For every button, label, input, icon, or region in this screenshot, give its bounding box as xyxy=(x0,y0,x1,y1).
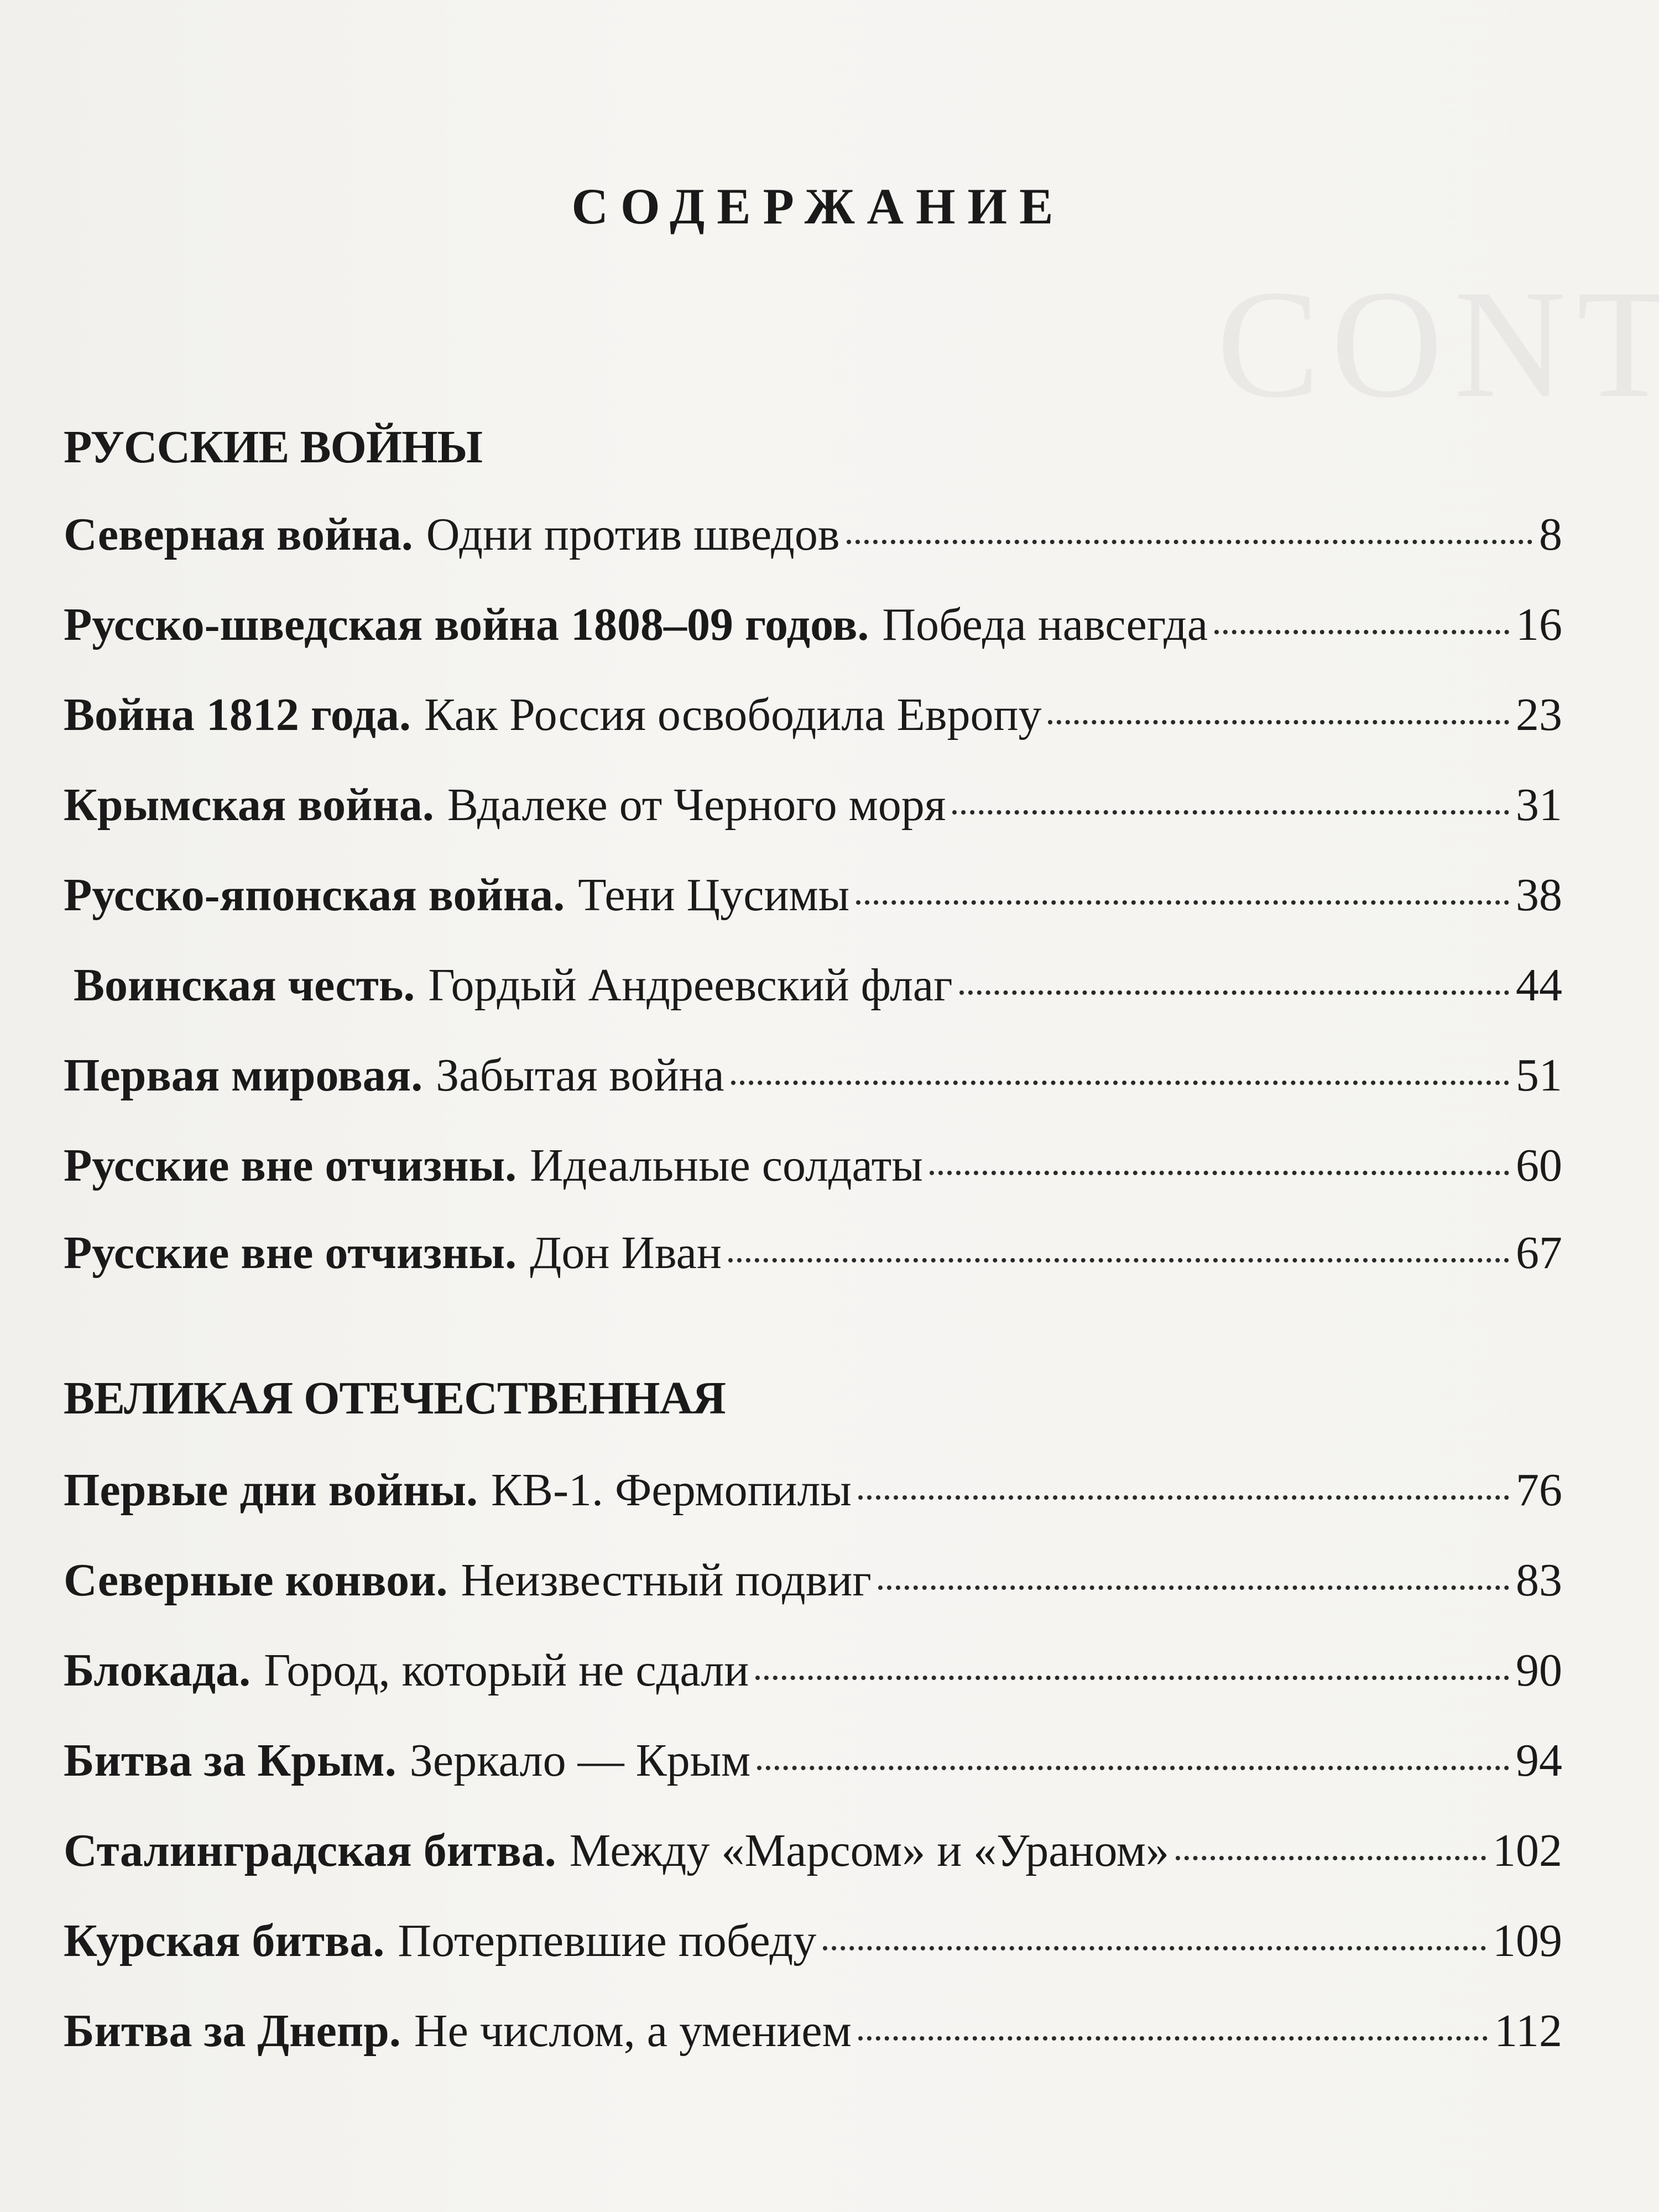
page-number: 16 xyxy=(1516,599,1562,650)
entry-subtitle: Между «Марсом» и «Ураном» xyxy=(569,1825,1170,1876)
page-number: 38 xyxy=(1516,869,1562,921)
entry-title: Первая мировая. xyxy=(64,1050,423,1101)
toc-entry[interactable] xyxy=(64,594,1562,655)
entry-subtitle: Как Россия освободила Европу xyxy=(424,689,1042,740)
page-number: 94 xyxy=(1516,1735,1562,1786)
dot-leader xyxy=(878,1585,1509,1590)
dot-leader xyxy=(952,810,1509,815)
entry-subtitle: Гордый Андреевский флаг xyxy=(428,959,953,1011)
dot-leader xyxy=(858,2036,1488,2041)
page-number: 67 xyxy=(1516,1227,1562,1279)
toc-entry[interactable] xyxy=(64,1820,1562,1881)
toc-entry[interactable] xyxy=(64,1223,1562,1284)
page-number: 8 xyxy=(1539,509,1562,560)
page-number: 109 xyxy=(1493,1915,1562,1966)
toc-entry[interactable] xyxy=(64,865,1562,926)
page-number: 102 xyxy=(1493,1825,1562,1876)
entry-title: Русско-японская война. xyxy=(64,869,565,921)
entry-title: Война 1812 года. xyxy=(64,689,411,740)
dot-leader xyxy=(847,540,1532,544)
entry-title: Битва за Крым. xyxy=(64,1735,397,1786)
toc-entry[interactable] xyxy=(64,1730,1562,1791)
entry-title: Русско-шведская война 1808–09 годов. xyxy=(64,599,869,650)
toc-entry[interactable] xyxy=(64,955,1562,1016)
dot-leader xyxy=(1176,1856,1486,1860)
dot-leader xyxy=(731,1081,1509,1085)
entry-title: Первые дни войны. xyxy=(64,1464,478,1516)
toc-entry[interactable] xyxy=(64,1550,1562,1611)
bleed-through-watermark xyxy=(1217,254,1659,433)
toc-entry[interactable] xyxy=(64,504,1562,565)
entry-title: Блокада. xyxy=(64,1645,251,1696)
dot-leader xyxy=(959,990,1509,995)
toc-entry[interactable] xyxy=(64,775,1562,836)
dot-leader xyxy=(1214,630,1509,634)
toc-entry[interactable] xyxy=(64,1911,1562,1971)
dot-leader xyxy=(930,1171,1509,1175)
entry-subtitle: Зеркало — Крым xyxy=(409,1735,751,1786)
dot-leader xyxy=(856,900,1509,905)
entry-subtitle: Победа навсегда xyxy=(882,599,1208,650)
entry-subtitle: Одни против шведов xyxy=(426,509,840,560)
dot-leader xyxy=(757,1766,1509,1770)
entry-subtitle: КВ-1. Фермопилы xyxy=(491,1464,852,1516)
entry-title: Северная война. xyxy=(64,509,413,560)
page-title: СОДЕРЖАНИЕ xyxy=(571,178,1066,234)
toc-entry[interactable] xyxy=(64,1135,1562,1196)
page-number: 31 xyxy=(1516,779,1562,831)
entry-title: Северные конвои. xyxy=(64,1554,448,1606)
section-heading: РУССКИЕ ВОЙНЫ xyxy=(64,421,482,473)
entry-subtitle: Забытая война xyxy=(436,1050,724,1101)
entry-subtitle: Вдалеке от Черного моря xyxy=(447,779,946,831)
entry-title: Воинская честь. xyxy=(74,959,415,1011)
page-number: 112 xyxy=(1494,2005,1562,2057)
page-number: 51 xyxy=(1516,1050,1562,1101)
dot-leader xyxy=(823,1946,1486,1950)
page-number: 44 xyxy=(1516,959,1562,1011)
toc-entry[interactable] xyxy=(64,1460,1562,1521)
entry-title: Русские вне отчизны. xyxy=(64,1140,517,1191)
page-number: 76 xyxy=(1516,1464,1562,1516)
entry-title: Сталинградская битва. xyxy=(64,1825,556,1876)
page-number: 83 xyxy=(1516,1554,1562,1606)
dot-leader xyxy=(728,1258,1509,1262)
entry-subtitle: Дон Иван xyxy=(530,1227,722,1279)
dot-leader xyxy=(755,1676,1509,1680)
toc-entry[interactable] xyxy=(64,1045,1562,1106)
entry-subtitle: Не числом, а умением xyxy=(414,2005,852,2057)
entry-title: Курская битва. xyxy=(64,1915,385,1966)
entry-subtitle: Идеальные солдаты xyxy=(530,1140,923,1191)
entry-subtitle: Потерпевшие победу xyxy=(398,1915,817,1966)
page-number: 90 xyxy=(1516,1645,1562,1696)
page-number: 23 xyxy=(1516,689,1562,740)
toc-entry[interactable] xyxy=(64,2001,1562,2062)
section-heading: ВЕЛИКАЯ ОТЕЧЕСТВЕННАЯ xyxy=(64,1373,726,1424)
entry-subtitle: Неизвестный подвиг xyxy=(461,1554,872,1606)
dot-leader xyxy=(858,1495,1509,1500)
entry-title: Крымская война. xyxy=(64,779,434,831)
entry-subtitle: Тени Цусимы xyxy=(578,869,850,921)
entry-title: Русские вне отчизны. xyxy=(64,1227,517,1279)
page-number: 60 xyxy=(1516,1140,1562,1191)
toc-entry[interactable] xyxy=(64,685,1562,745)
dot-leader xyxy=(1048,720,1509,724)
entry-title: Битва за Днепр. xyxy=(64,2005,401,2057)
toc-entry[interactable] xyxy=(64,1640,1562,1701)
entry-subtitle: Город, который не сдали xyxy=(264,1645,749,1696)
